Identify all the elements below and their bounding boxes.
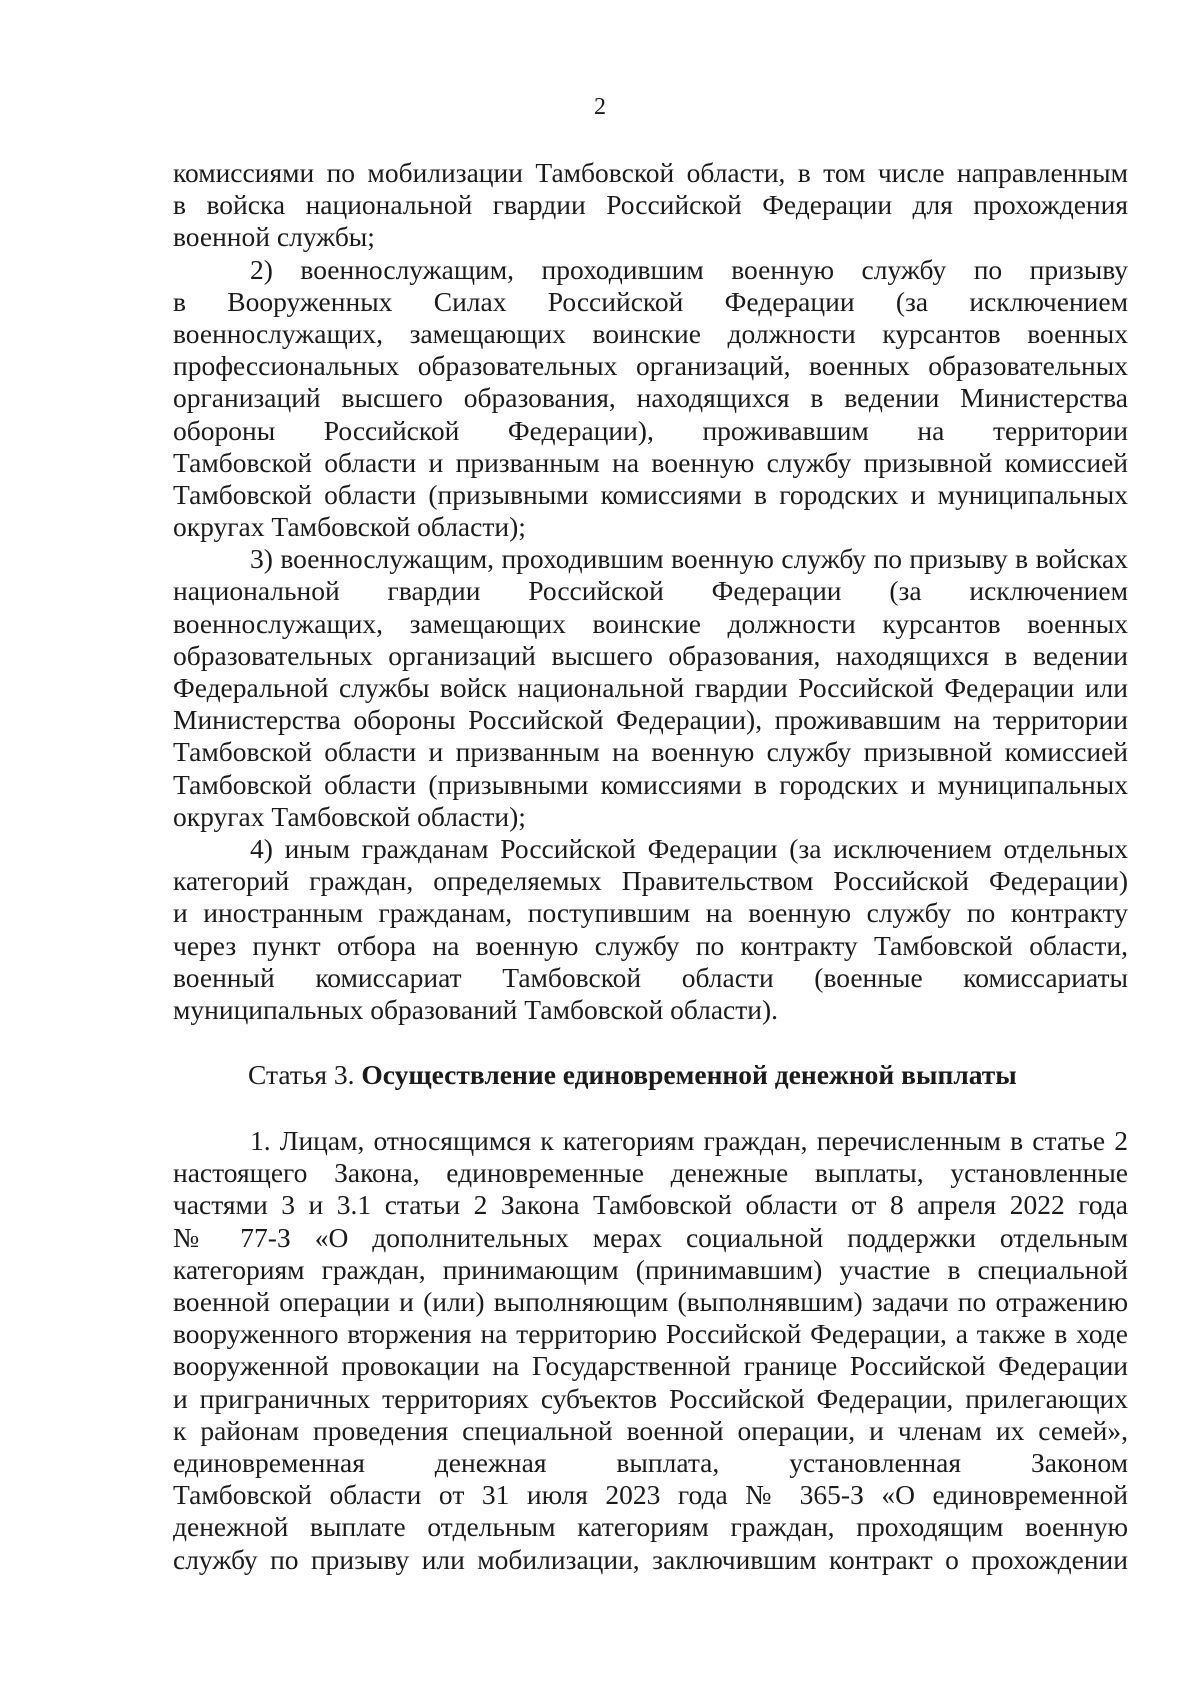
text-line: № 77-З «О дополнительных мерах социальной поддержки отдельным xyxy=(173,1221,1128,1253)
text-line: округах Тамбовской области); xyxy=(173,800,526,832)
text-line: комиссиями по мобилизации Тамбовской области, в том числе направленным xyxy=(173,157,1128,188)
text-line: Министерства обороны Российской Федерации), проживавшим на территории xyxy=(173,704,1128,736)
text-line: обороны Российской Федерации), проживавшим на территории xyxy=(173,414,1128,446)
text-line: 4) иным гражданам Российской Федерации (за исключением отдельных xyxy=(250,832,1128,864)
text-line: военнослужащих, замещающих воинские должности курсантов военных xyxy=(173,607,1128,639)
text-line: Тамбовской области (призывными комиссиями в городских и муниципальных xyxy=(173,478,1128,510)
document-body xyxy=(173,157,1128,1576)
text-line: частями 3 и 3.1 статьи 2 Закона Тамбовской области от 8 апреля 2022 года xyxy=(173,1189,1128,1221)
text-line: настоящего Закона, единовременные денежные выплаты, установленные xyxy=(173,1157,1128,1189)
article-heading-title: Осуществление единовременной денежной выплаты xyxy=(361,1059,1017,1091)
text-line: Тамбовской области и призванным на военную службу призывной комиссией xyxy=(173,736,1128,768)
article-heading-prefix: Статья 3. xyxy=(248,1059,362,1091)
text-line: 2) военнослужащим, проходившим военную службу по призыву xyxy=(250,253,1128,285)
text-line: округах Тамбовской области); xyxy=(173,511,526,543)
text-line: организаций высшего образования, находящихся в ведении Министерства xyxy=(173,382,1128,414)
text-line: единовременная денежная выплата, установленная Законом xyxy=(173,1446,1128,1478)
text-line: военнослужащих, замещающих воинские должности курсантов военных xyxy=(173,317,1128,349)
text-line: муниципальных образований Тамбовской области). xyxy=(173,993,779,1025)
text-line: профессиональных образовательных организаций, военных образовательных xyxy=(173,350,1128,382)
text-line: 3) военнослужащим, проходившим военную службу по призыву в войсках xyxy=(250,543,1128,575)
article-heading xyxy=(173,1055,1128,1095)
text-line: военный комиссариат Тамбовской области (военные комиссариаты xyxy=(173,961,1128,993)
text-line: службу по призыву или мобилизации, заключившим контракт о прохождении xyxy=(173,1543,1128,1575)
text-line: национальной гвардии Российской Федерации (за исключением xyxy=(173,575,1128,607)
text-line: вооруженного вторжения на территорию Российской Федерации, а также в ходе xyxy=(173,1318,1128,1350)
text-line: 1. Лицам, относящимся к категориям граждан, перечисленным в статье 2 xyxy=(250,1125,1128,1157)
page-number: 2 xyxy=(594,94,606,120)
text-line: в войска национальной гвардии Российской Федерации для прохождения xyxy=(173,189,1128,221)
text-line: к районам проведения специальной военной операции, и членам их семей», xyxy=(173,1414,1128,1446)
text-line: денежной выплате отдельным категориям граждан, проходящим военную xyxy=(173,1511,1128,1543)
text-line: вооруженной провокации на Государственной границе Российской Федерации xyxy=(173,1350,1128,1382)
text-line: категориям граждан, принимающим (принимавшим) участие в специальной xyxy=(173,1253,1128,1285)
text-line: и иностранным гражданам, поступившим на военную службу по контракту xyxy=(173,897,1128,929)
text-line: и приграничных территориях субъектов Российской Федерации, прилегающих xyxy=(173,1382,1128,1414)
text-line: через пункт отбора на военную службу по контракту Тамбовской области, xyxy=(173,929,1128,961)
text-line: Тамбовской области и призванным на военную службу призывной комиссией xyxy=(173,446,1128,478)
text-line: Тамбовской области (призывными комиссиями в городских и муниципальных xyxy=(173,768,1128,800)
text-line: военной службы; xyxy=(173,221,375,253)
text-line: образовательных организаций высшего образования, находящихся в ведении xyxy=(173,639,1128,671)
text-line: Федеральной службы войск национальной гвардии Российской Федерации или xyxy=(173,672,1128,703)
paragraphs-after-heading xyxy=(173,1125,1128,1576)
text-line: Тамбовской области от 31 июля 2023 года № 365-З «О единовременной xyxy=(173,1479,1128,1511)
text-line: категорий граждан, определяемых Правительством Российской Федерации) xyxy=(173,865,1128,897)
text-line: в Вооруженных Силах Российской Федерации (за исключением xyxy=(173,285,1128,317)
paragraphs-before-heading xyxy=(173,157,1128,1026)
text-line: военной операции и (или) выполняющим (выполнявшим) задачи по отражению xyxy=(173,1286,1128,1317)
